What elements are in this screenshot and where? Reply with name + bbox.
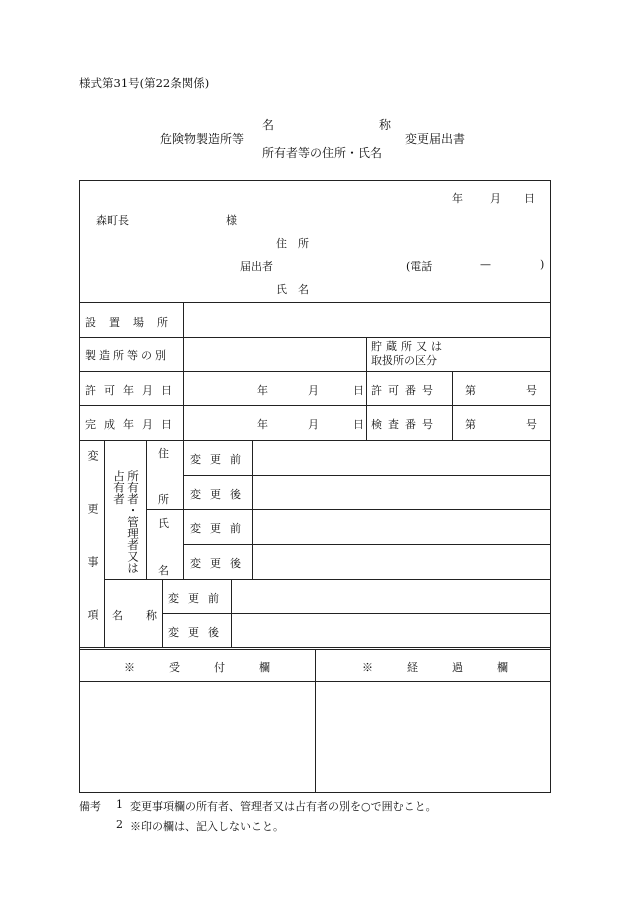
title-suffix: 変更届出書 — [405, 132, 466, 146]
date-year: 年 — [452, 192, 463, 205]
reception-box[interactable] — [80, 682, 315, 792]
permit-month: 月 — [308, 384, 319, 397]
meisho-after-label: 変更後 — [168, 626, 228, 639]
form-number: 様式第31号(第22条関係) — [79, 76, 210, 90]
reception-box-label: ※受付欄 — [124, 661, 304, 674]
phone-dash: — — [480, 258, 491, 271]
storage-class-label-2: 取扱所の区分 — [371, 354, 437, 367]
title-name-label: 名 — [262, 118, 275, 132]
phone-close: ) — [540, 258, 545, 271]
name-char-1: 氏 — [158, 517, 169, 530]
permit-number-label: 許可番号 — [371, 384, 439, 397]
name-before-label: 変更前 — [190, 522, 250, 535]
completion-date-label: 完成年月日 — [85, 418, 180, 431]
inspection-number-dai: 第 — [465, 418, 476, 431]
progress-box[interactable] — [316, 682, 550, 792]
addressee: 森町長 — [96, 214, 129, 227]
meisho-char-2: 称 — [146, 609, 157, 622]
notes-label: 備考 — [79, 800, 101, 813]
address-char-2: 所 — [158, 493, 169, 506]
permit-date-label: 許可年月日 — [85, 384, 180, 397]
notifier-address-label: 住 所 — [276, 237, 309, 250]
progress-box-label: ※経過欄 — [362, 661, 542, 674]
note-2-text: ※印の欄は、記入しないこと。 — [130, 820, 284, 833]
note-1-text: 変更事項欄の所有者、管理者又は占有者の別を○で囲むこと。 — [130, 800, 437, 813]
meisho-before-label: 変更前 — [168, 592, 228, 605]
title-name-label2: 称 — [379, 118, 392, 132]
notifier-name-label: 氏 名 — [276, 283, 309, 296]
completion-day: 日 — [353, 418, 364, 431]
address-after-label: 変更後 — [190, 488, 250, 501]
title-owner-address-name: 所有者等の住所・氏名 — [262, 146, 383, 160]
addressee-honorific: 様 — [226, 214, 237, 227]
note-1-number: 1 — [116, 798, 123, 811]
storage-class-label: 貯蔵所又は — [371, 340, 446, 353]
completion-year: 年 — [257, 418, 268, 431]
changes-section-label: 変更事項 — [86, 450, 99, 662]
name-after-label: 変更後 — [190, 557, 250, 570]
inspection-number-label: 検査番号 — [371, 418, 439, 431]
date-month: 月 — [490, 192, 501, 205]
inspection-number-go: 号 — [526, 418, 537, 431]
address-char-1: 住 — [158, 447, 169, 460]
permit-number-dai: 第 — [465, 384, 476, 397]
facility-type-label: 製造所等の別 — [85, 349, 169, 362]
permit-day: 日 — [353, 384, 364, 397]
phone-open: (電話 — [406, 260, 433, 273]
completion-month: 月 — [308, 418, 319, 431]
address-before-label: 変更前 — [190, 453, 250, 466]
notifier-label: 届出者 — [240, 260, 273, 273]
name-char-2: 名 — [158, 564, 169, 577]
date-day: 日 — [524, 192, 535, 205]
owner-type-label: 所有者・管理者又は占有者 — [112, 470, 140, 574]
note-2-number: 2 — [116, 818, 123, 831]
permit-year: 年 — [257, 384, 268, 397]
meisho-char-1: 名 — [112, 609, 123, 622]
permit-number-go: 号 — [526, 384, 537, 397]
title-prefix: 危険物製造所等 — [160, 132, 245, 146]
location-label: 設置場所 — [85, 316, 181, 329]
